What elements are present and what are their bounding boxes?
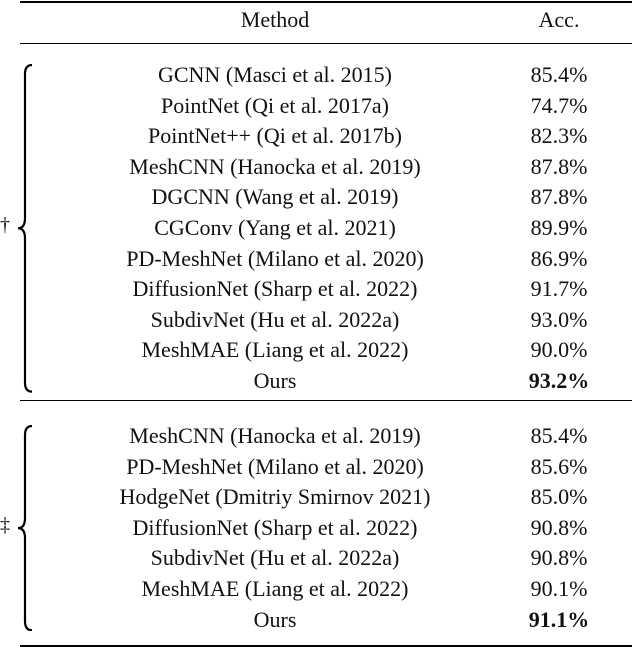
acc-cell: 93.2% bbox=[528, 368, 590, 393]
acc-cell: 90.0% bbox=[530, 337, 588, 363]
acc-cell: 74.7% bbox=[530, 92, 588, 118]
acc-cell: 90.8% bbox=[530, 514, 588, 540]
method-cell: MeshCNN (Hanocka et al. 2019) bbox=[129, 153, 421, 179]
header-rule bbox=[20, 43, 632, 44]
acc-cell: 89.9% bbox=[530, 215, 588, 240]
method-cell: DGCNN (Wang et al. 2019) bbox=[151, 184, 399, 210]
table-row bbox=[0, 421, 634, 451]
acc-cell: 86.9% bbox=[530, 245, 588, 271]
acc-cell: 91.1% bbox=[528, 606, 590, 632]
table-row bbox=[0, 182, 634, 212]
table-row bbox=[0, 213, 634, 243]
table-row bbox=[0, 121, 634, 151]
table-row bbox=[0, 335, 634, 365]
top-rule bbox=[20, 1, 632, 3]
table-row bbox=[0, 605, 634, 635]
header-method: Method bbox=[240, 7, 310, 32]
method-cell: Ours bbox=[253, 368, 297, 393]
acc-cell: 85.0% bbox=[530, 484, 588, 510]
bottom-rule bbox=[20, 645, 632, 647]
acc-cell: 91.7% bbox=[530, 276, 588, 302]
acc-cell: 85.4% bbox=[530, 423, 588, 448]
method-cell: SubdivNet (Hu et al. 2022a) bbox=[150, 545, 400, 571]
acc-cell: 90.1% bbox=[530, 576, 588, 601]
acc-cell: 82.3% bbox=[530, 123, 588, 149]
group-brace bbox=[14, 425, 36, 631]
method-cell: HodgeNet (Dmitriy Smirnov 2021) bbox=[119, 484, 431, 510]
header-row bbox=[0, 5, 634, 35]
acc-cell: 93.0% bbox=[530, 306, 588, 332]
table-row bbox=[0, 274, 634, 304]
method-cell: CGConv (Yang et al. 2021) bbox=[154, 215, 396, 240]
method-cell: MeshMAE (Liang et al. 2022) bbox=[141, 576, 409, 601]
table-row bbox=[0, 543, 634, 573]
method-cell: PointNet++ (Qi et al. 2017b) bbox=[148, 123, 402, 149]
acc-cell: 85.6% bbox=[530, 453, 588, 479]
table-row bbox=[0, 305, 634, 335]
group-marker: ‡ bbox=[0, 514, 10, 537]
method-cell: PointNet (Qi et al. 2017a) bbox=[161, 92, 389, 118]
method-cell: PD-MeshNet (Milano et al. 2020) bbox=[126, 453, 424, 479]
group-brace bbox=[14, 64, 36, 393]
acc-cell: 87.8% bbox=[530, 184, 588, 210]
table-row bbox=[0, 482, 634, 512]
method-cell: GCNN (Masci et al. 2015) bbox=[157, 62, 392, 87]
method-cell: DiffusionNet (Sharp et al. 2022) bbox=[132, 276, 418, 302]
table-row bbox=[0, 452, 634, 482]
table-row bbox=[0, 513, 634, 543]
method-cell: MeshMAE (Liang et al. 2022) bbox=[141, 337, 409, 363]
table-row bbox=[0, 91, 634, 121]
method-cell: PD-MeshNet (Milano et al. 2020) bbox=[126, 245, 424, 271]
table-row bbox=[0, 574, 634, 604]
method-cell: DiffusionNet (Sharp et al. 2022) bbox=[132, 514, 418, 540]
acc-cell: 87.8% bbox=[530, 153, 588, 179]
table-row bbox=[0, 366, 634, 396]
table-row bbox=[0, 152, 634, 182]
group-marker: † bbox=[0, 214, 10, 237]
header-acc: Acc. bbox=[538, 7, 580, 32]
acc-cell: 90.8% bbox=[530, 545, 588, 571]
group-rule bbox=[20, 400, 632, 401]
table-row bbox=[0, 244, 634, 274]
method-cell: MeshCNN (Hanocka et al. 2019) bbox=[129, 423, 421, 448]
acc-cell: 85.4% bbox=[530, 62, 588, 87]
method-cell: SubdivNet (Hu et al. 2022a) bbox=[150, 306, 400, 332]
method-cell: Ours bbox=[253, 606, 297, 632]
table-row bbox=[0, 60, 634, 90]
